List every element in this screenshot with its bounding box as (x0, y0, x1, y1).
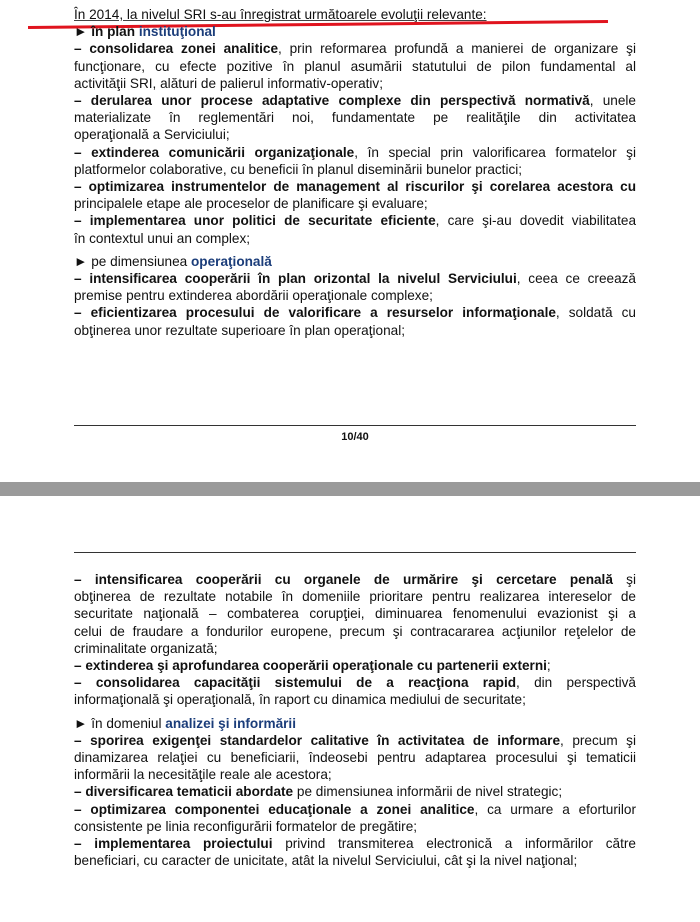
bold-lead: – sporirea exigenţei standardelor calitative în activitatea de informare (74, 732, 561, 748)
body-text: securitate naţională – combaterea corupţiei, diminuarea fenomenului evazionist şi a (74, 606, 636, 622)
bold-lead: – consolidarea zonei analitice (74, 41, 279, 57)
body-text: activităţii SRI, alături de palierul informativ-operativ; (74, 75, 384, 91)
footer-rule (74, 425, 636, 426)
bold-lead: – optimizarea componentei educaţionale a zonei analitice (74, 801, 475, 817)
body-text: pe dimensiunea informării de nivel strategic; (293, 784, 563, 800)
body-text: obţinerea de rezultate notabile în domeniile prioritare pentru realizarea intereselor de (74, 589, 636, 605)
section-highlight: operaţională (191, 253, 272, 269)
section-heading-analysis (74, 715, 636, 732)
analysis-items (74, 732, 636, 870)
intro-sentence: În 2014, la nivelul SRI s-au înregistrat următoarele evoluţii relevante: (74, 7, 487, 22)
bullet-item (74, 783, 636, 800)
body-text: consistente pe linia reconfigurării formatelor de pregătire; (74, 818, 418, 834)
section-heading-operational (74, 253, 636, 270)
text-line (74, 657, 636, 674)
body-text: , care şi-au dovedit viabilitatea (435, 213, 636, 229)
text-line (74, 852, 636, 869)
text-line (74, 835, 636, 852)
text-line (74, 801, 636, 818)
body-text: dinamizarea relaţiei cu beneficiarii, îndeosebi pentru adaptarea procesului şi tematicii (74, 750, 636, 766)
body-text: în contextul unui an complex; (74, 230, 251, 246)
text-line (74, 178, 636, 195)
body-text: platformelor colaborative, cu beneficii în planul diseminării bunelor practici; (74, 161, 523, 177)
text-line (74, 58, 636, 75)
header-rule (74, 552, 636, 553)
bold-lead: – consolidarea capacităţii sistemului de a reacţiona rapid (74, 675, 517, 691)
bullet-item (74, 92, 636, 144)
text-line (74, 304, 636, 321)
section-arrow-prefix: ► în domeniul (74, 715, 166, 731)
body-text: materializate în reglementări noi, fundamentate pe realităţile din activitatea (74, 110, 636, 126)
institutional-items (74, 40, 636, 246)
text-line (74, 623, 636, 640)
bold-lead: – implementarea proiectului (74, 836, 273, 852)
operational-items (74, 270, 636, 339)
page2-body (74, 571, 636, 869)
body-text: funcţionare, cu efecte pozitive în planul asumării statutului de pilon fundamental al (74, 58, 636, 74)
text-line (74, 230, 636, 247)
body-text: , unele (589, 93, 636, 109)
body-text: informaţională şi operaţională, în raport cu dinamica mediului de securitate; (74, 692, 526, 708)
text-line (74, 588, 636, 605)
body-text: , ceea ce creează (516, 271, 636, 287)
bold-lead: – intensificarea cooperării în plan orizontal la nivelul Serviciului (74, 271, 517, 287)
body-text: celui de fraudare a fondurilor europene, precum şi contracararea acţiunilor reţelelor de (74, 623, 636, 639)
body-text: informării la necesităţile reale ale acestora; (74, 767, 332, 783)
text-line (74, 571, 636, 588)
operational-items-continued (74, 571, 636, 709)
section-heading-institutional (74, 23, 636, 40)
text-line (74, 92, 636, 109)
body-text: obţinerea unor rezultate superioare în plan operaţional; (74, 322, 406, 338)
section-arrow-prefix: ► în plan (74, 24, 139, 40)
text-line (74, 749, 636, 766)
bullet-item (74, 732, 636, 784)
bold-lead: – diversificarea tematicii abordate (74, 784, 294, 800)
body-text: şi (612, 572, 636, 587)
bullet-item (74, 835, 636, 869)
body-text: beneficiari, cu caracter de unicitate, atât la nivelul Serviciului, cât şi la nivel naţional; (74, 853, 578, 869)
body-text: criminalitate organizată; (74, 640, 218, 656)
section-arrow-prefix: ► pe dimensiunea (74, 253, 191, 269)
document-page-11 (0, 496, 700, 922)
bullet-item (74, 270, 636, 304)
body-text: ; (546, 658, 551, 674)
body-text: premise pentru extinderea abordării operaţionale complexe; (74, 288, 433, 304)
section-highlight: instituţional (138, 24, 216, 40)
bullet-item (74, 40, 636, 92)
text-line (74, 732, 636, 749)
bold-lead: – implementarea unor politici de securitate eficiente (74, 213, 436, 229)
text-line (74, 126, 636, 143)
bullet-item (74, 657, 636, 674)
text-line (74, 674, 636, 691)
text-line (74, 783, 636, 800)
bullet-item (74, 304, 636, 338)
page-number: 10/40 (341, 431, 369, 443)
page1-body (74, 6, 636, 339)
text-line (74, 270, 636, 287)
body-text: , soldată cu (555, 305, 636, 321)
body-text: privind transmiterea electronică a informărilor către (272, 836, 636, 852)
body-text: , precum şi (560, 732, 636, 748)
bold-lead: – eficientizarea procesului de valorificare a resurselor informaţionale (74, 305, 556, 321)
bold-lead: – derularea unor procese adaptative complexe din perspectivă normativă (74, 93, 590, 109)
text-line (74, 75, 636, 92)
body-text: , ca urmare a eforturilor (474, 801, 636, 817)
text-line (74, 766, 636, 783)
text-line (74, 109, 636, 126)
bullet-item (74, 212, 636, 246)
bold-lead: – intensificarea cooperării cu organele de urmărire şi cercetare penală (74, 572, 613, 587)
body-text: principalele etape ale proceselor de planificare şi evaluare; (74, 196, 428, 212)
section-highlight: analizei şi informării (165, 715, 296, 731)
page-separator (0, 482, 700, 496)
bold-lead: – optimizarea instrumentelor de management al riscurilor şi corelarea acestora cu (74, 179, 636, 195)
text-line (74, 605, 636, 622)
text-line (74, 212, 636, 229)
body-text: , din perspectivă (516, 675, 636, 691)
bullet-item (74, 571, 636, 657)
text-line (74, 144, 636, 161)
text-line (74, 161, 636, 178)
text-line (74, 322, 636, 339)
text-line (74, 640, 636, 657)
text-line (74, 287, 636, 304)
text-line (74, 195, 636, 212)
bold-lead: – extinderea şi aprofundarea cooperării operaţionale cu partenerii externi (74, 658, 547, 674)
body-text: , în special prin valorificarea formatelor şi (354, 144, 636, 160)
text-line (74, 691, 636, 708)
text-line (74, 818, 636, 835)
bullet-item (74, 144, 636, 178)
body-text: , prin reformarea profundă a manierei de organizare şi (278, 41, 636, 57)
bullet-item (74, 674, 636, 708)
bullet-item (74, 801, 636, 835)
bold-lead: – extinderea comunicării organizaţionale (74, 144, 355, 160)
body-text: operaţională a Serviciului; (74, 127, 230, 143)
bullet-item (74, 178, 636, 212)
text-line (74, 40, 636, 57)
